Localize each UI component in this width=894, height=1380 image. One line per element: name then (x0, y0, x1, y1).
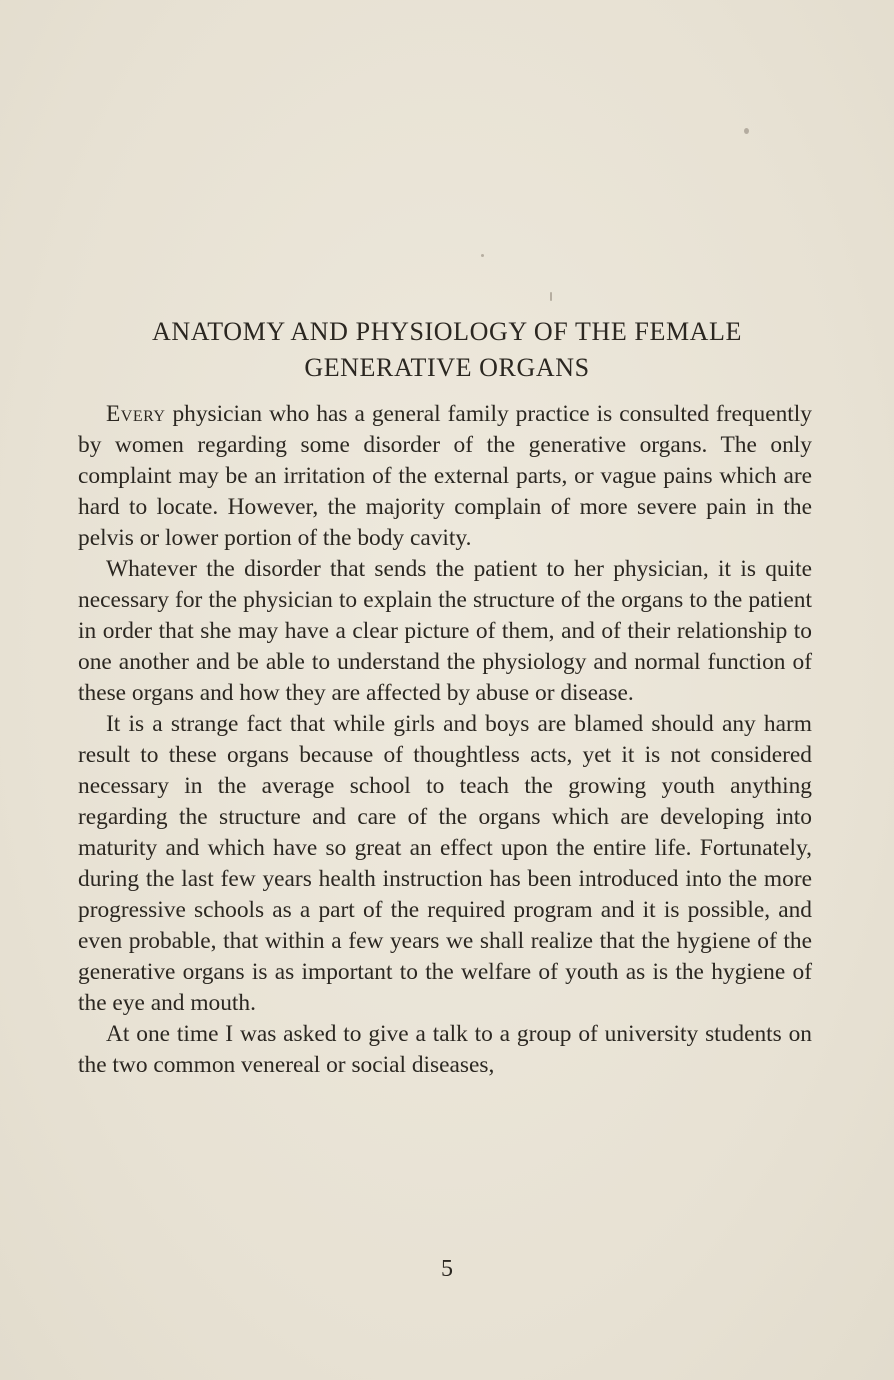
paragraph-lead-word: Every (106, 401, 166, 427)
paragraph (78, 399, 812, 554)
body-text (78, 399, 812, 1081)
paper-speck (481, 254, 484, 257)
page-number: 5 (441, 1256, 453, 1282)
paper-speck (550, 292, 552, 301)
paragraph-text: physician who has a general family practice is consulted frequently by women regarding some disorder of the generative organs. The only complaint may be an irritation of the external parts, or vague pains which are hard to locate. However, the majority complain of more severe pain in the pelvis or lower portion of the body cavity. (78, 401, 812, 551)
paragraph: Whatever the disorder that sends the patient to her physician, it is quite necessary for the physician to explain the structure of the organs to the patient in order that she may have a clear picture of them, and of their relationship to one another and be able to understand the physiology and normal function of these organs and how they are affected by abuse or disease. (78, 556, 812, 706)
chapter-title-line-1: ANATOMY AND PHYSIOLOGY OF THE FEMALE (151, 317, 743, 346)
paragraph: It is a strange fact that while girls and boys are blamed should any harm result to these organs because of thoughtless acts, yet it is not considered necessary in the average school to teach the growing youth anything regarding the structure and care of the organs which are developing into maturity and which have so great an effect upon the entire life. Fortunately, during the last few years health instruction has been introduced into the more progressive schools as a part of the required program and it is possible, and even probable, that within a few years we shall realize that the hygiene of the generative organs is as important to the welfare of youth as is the hygiene of the eye and mouth. (78, 711, 812, 1016)
paper-speck (744, 128, 749, 134)
paragraph: At one time I was asked to give a talk to a group of university students on the two common venereal or social diseases, (78, 1021, 812, 1078)
chapter-title-line-2: GENERATIVE ORGANS (304, 353, 590, 382)
